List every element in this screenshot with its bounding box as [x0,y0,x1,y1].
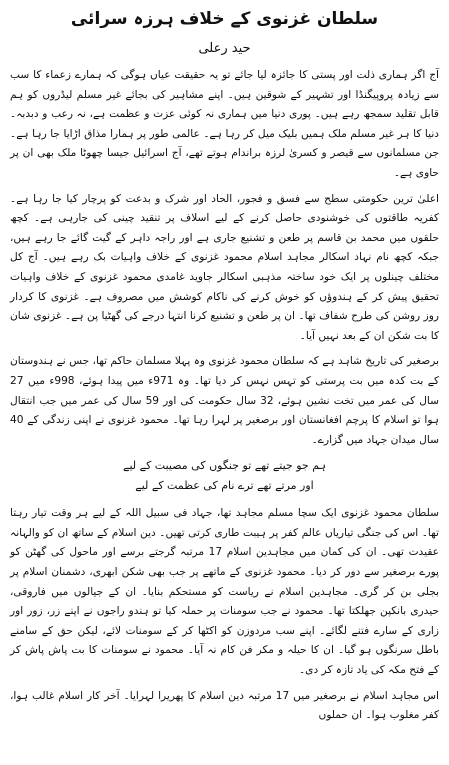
poem-line: ہم جو جیتے تھے تو جنگوں کی مصیبت کے لیے [123,459,326,473]
paragraph: اعلیٰ ترین حکومتی سطح سے فسق و فجور، الحاد اور شرک و بدعت کو پرچار کیا جا رہا ہے۔ کفریہ طاقتوں کی خوشنودی حاصل کرنے کے لیے اسلاف پر تنقید چینی کی جارہی ہے۔ کچھ حلقوں میں محمد بن قاسم پر طعن و تشنیع جاری ہے اور راجہ داہر کے گیت گائے جا رہے ہیں، جبکہ کچھ نام نہاد اسکالر مجاہد اسلام محمود غزنوی کے خلاف واہیات بک رہے ہیں۔ آج کل مختلف چینلوں پر ایک خود ساختہ مذہبی اسکالر جاوید غامدی محمود غزنوی کے خلاف واہیات تحقیق پیش کر کے ہندوؤں کو خوش کرنے کی ناکام کوشش میں مصروف ہے۔ غزنوی کا کردار روز روشن کی طرح شفاف تھا۔ ان پر طعن و تشنیع کرنا انتہا درجے کی گھٹیا پن ہے۔ غزنوی شان کا بت شکن ان کے بعد نہیں آیا۔ [10,192,439,342]
paragraph: آج اگر ہماری ذلت اور پستی کا جائزہ لیا جائے تو یہ حقیقت عیاں ہوگی کہ ہمارے زعماء کا سب سے زیادہ پروپیگنڈا اور تشہیر کے شوقین ہیں۔ اپنے مشاہیر کی بجائے غیر مسلم لیڈروں کو ہم قابل تقلید سمجھ رہے ہیں۔ پوری دنیا میں ہماری نہ کوئی عزت و عظمت ہے، نہ رعب و دبدبہ۔ دنیا کا ہر غیر مسلم ملک ہمیں بلیک میل کر رہا ہے۔ عالمی طور پر ہمارا مذاق اڑایا جا رہا ہے۔ جن مسلمانوں سے قیصر و کسریٰ لرزہ براندام ہوتے تھے، آج اسرائیل جیسا چھوٹا ملک بھی ان پر حاوی ہے۔ [10,69,439,179]
paragraph: اس مجاہد اسلام نے برصغیر میں 17 مرتبہ دین اسلام کا پھریرا لہرایا۔ آخر کار اسلام غالب ہوا، کفر مغلوب ہوا۔ ان حملوں [10,689,439,722]
paragraph: سلطان محمود غزنوی ایک سچا مسلم مجاہد تھا، جہاد فی سبیل اللہ کے لیے ہر وقت تیار رہتا تھا۔ اس کی جنگی تیاریاں عالم کفر پر ہیبت طاری کرتی تھیں۔ دین اسلام کے ساتھ ان کو والہانہ عقیدت تھی۔ ان کی کمان میں مجاہدین اسلام 17 مرتبہ گرجتے برسے اور ماحول کی گھٹن کو پورے برصغیر سے دور کر دیا۔ محمود غزنوی کے ماتھے پر جب بھی شکن ابھری، دشمنان اسلام پر بجلی بن کر گری۔ مجاہدین اسلام نے ریاست کو مستحکم بنایا۔ ان کے جیالوں میں فاروقی، حیدری بانکپن جھلکتا تھا۔ محمود نے جب سومنات پر حملہ کیا تو ہندو راجوں نے اپنے زر، زور اور زاری کے سارے فتنے لگائے۔ اپنے سب مردوزن کو اکٹھا کر کے سومنات لائے، لیکن حق کے سامنے باطل سرنگوں ہو گیا۔ ان کا حیلہ و مکر فن کام نہ آیا۔ محمود نے سومنات کا بت پاش پاش کر کے فتح مکہ کی یاد تازہ کر دی۔ [10,507,439,677]
article-title: سلطان غزنوی کے خلاف ہرزہ سرائی [70,9,379,29]
author-name: حید رعلی [198,41,251,56]
paragraph: برصغیر کی تاریخ شاہد ہے کہ سلطان محمود غزنوی وہ پہلا مسلمان حاکم تھا، جس نے ہندوستان کے بت کدہ میں بت پرستی کو تہس نہس کر دیا تھا۔ وہ 971ء میں پیدا ہوئے، 998ء میں 27 سال کی عمر میں تخت نشین ہوئے، 32 سال حکومت کی اور 59 سال کی عمر میں جب انتقال ہوا تو اسلام کا پرچم افغانستان اور برصغیر پر لہرا رہا تھا۔ محمود غزنوی نے اپنی زندگی کے 40 سال میدان جہاد میں گزارے۔ [10,355,440,446]
poem-couplet [10,456,439,496]
poem-line: اور مرتے تھے ترے نام کی عظمت کے لیے [135,479,314,493]
